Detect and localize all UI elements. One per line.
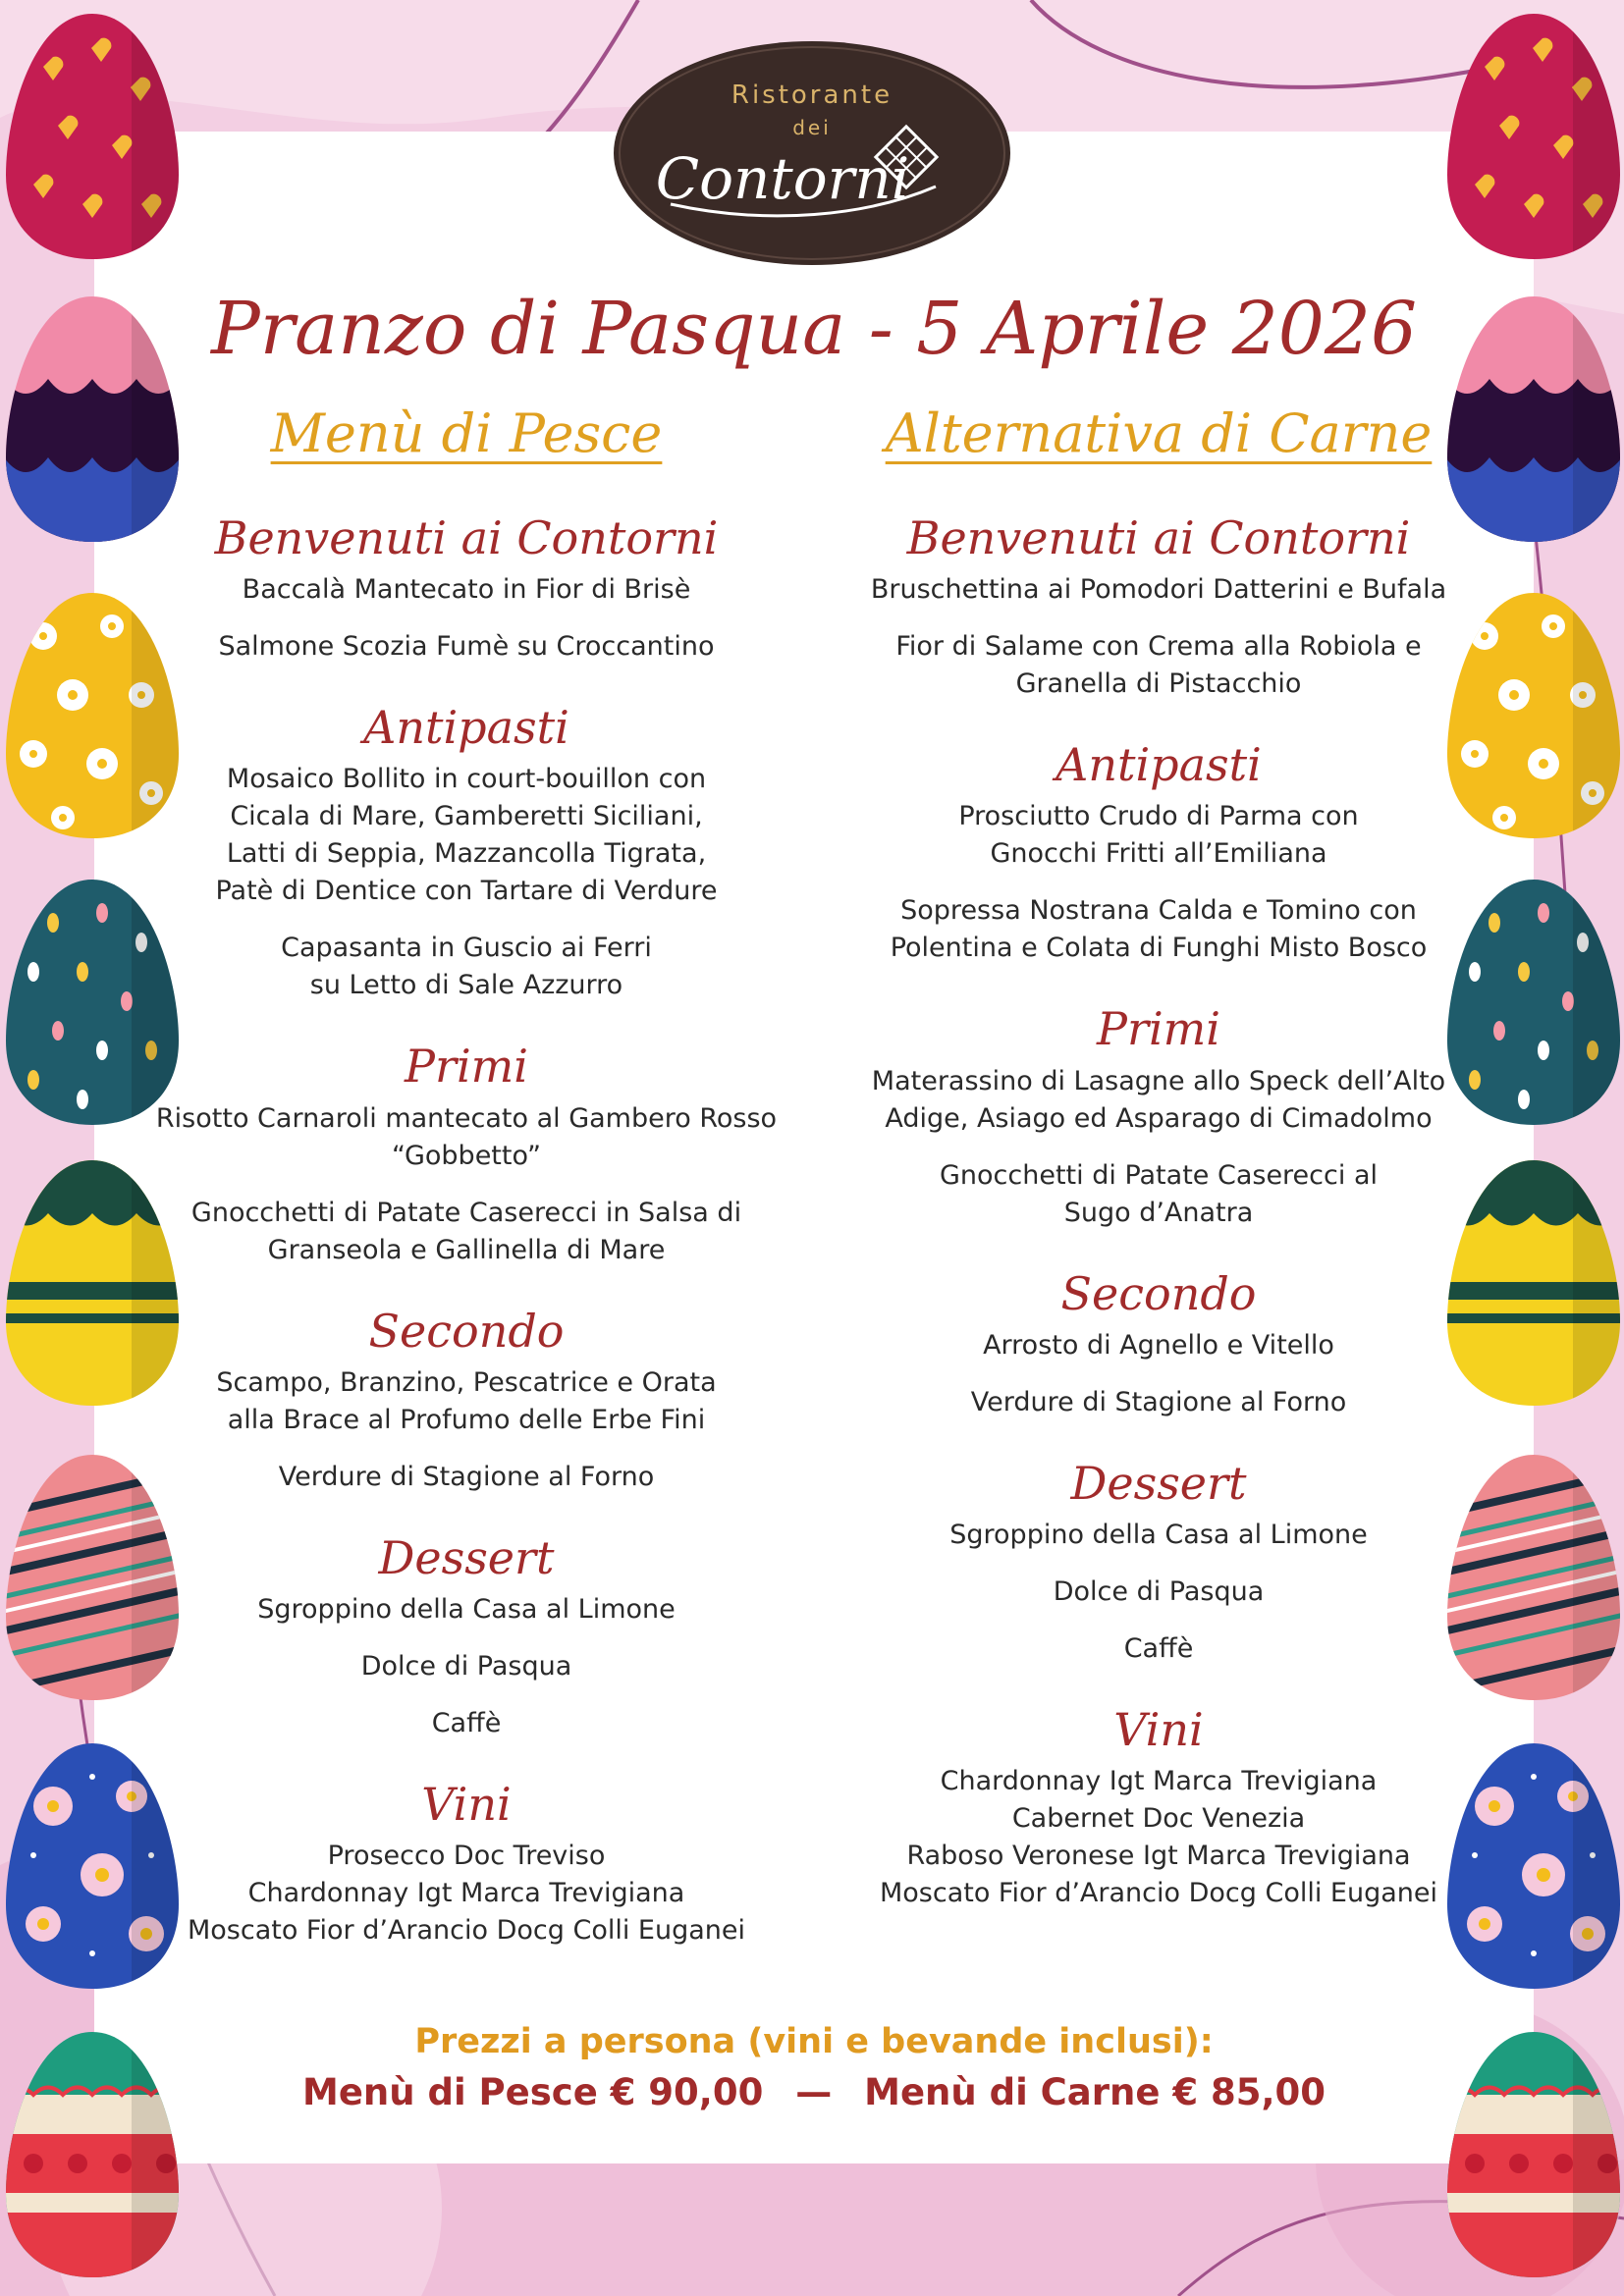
dish-item: Arrosto di Agnello e Vitello [983, 1329, 1334, 1361]
prices-block [94, 2022, 1534, 2113]
menu-section [825, 1267, 1492, 1421]
section-title: Primi [1097, 1002, 1220, 1056]
menu-section [134, 1531, 799, 1742]
menu-title: Menù di Pesce [270, 402, 663, 464]
price-fish: Menù di Pesce € 90,00 [302, 2071, 764, 2113]
egg-hearts-right-icon [1445, 8, 1622, 263]
section-title: Antipasti [1056, 738, 1262, 792]
restaurant-logo [612, 39, 1012, 267]
dish-item: Gnocchetti di Patate Caserecci al Sugo d’Anatra [940, 1159, 1378, 1228]
section-title: Dessert [1070, 1456, 1247, 1510]
section-title: Primi [405, 1040, 528, 1094]
dish-item: Sgroppino della Casa al Limone [257, 1593, 676, 1625]
menu-section [825, 738, 1492, 967]
dish-item: Fior di Salame con Crema alla Robiola e Granella di Pistacchio [895, 631, 1422, 700]
dish-item: Bruschettina ai Pomodori Datterini e Bufala [870, 574, 1447, 606]
logo-contorni: Contorni [655, 145, 910, 212]
dish-item: Capasanta in Guscio ai Ferri su Letto di Sale Azzurro [281, 933, 652, 1001]
dish-item: Verdure di Stagione al Forno [278, 1461, 655, 1492]
section-title: Secondo [368, 1304, 565, 1358]
menu-section [134, 1305, 799, 1496]
dish-item: Sgroppino della Casa al Limone [949, 1519, 1368, 1550]
menu-section [825, 1002, 1492, 1231]
dish-item: Salmone Scozia Fumè su Croccantino [218, 631, 715, 663]
section-title: Vini [421, 1777, 512, 1831]
price-meat: Menù di Carne € 85,00 [864, 2071, 1326, 2113]
menu-section [825, 1703, 1492, 1912]
wine-item: Prosecco Doc Treviso [327, 1841, 606, 1872]
section-title: Benvenuti ai Contorni [906, 511, 1411, 564]
menu-section [825, 1457, 1492, 1668]
dish-item: Sopressa Nostrana Calda e Tomino con Polentina e Colata di Funghi Misto Bosco [890, 895, 1428, 964]
prices-line [94, 2071, 1534, 2113]
dish-item: Verdure di Stagione al Forno [970, 1386, 1347, 1417]
dish-item: Gnocchetti di Patate Caserecci in Salsa di Granseola e Gallinella di Mare [190, 1197, 742, 1265]
egg-hearts-left-icon [4, 8, 181, 263]
wine-item: Chardonnay Igt Marca Trevigiana [247, 1878, 685, 1909]
price-separator: — [795, 2071, 833, 2113]
logo-ristorante: Ristorante [731, 80, 893, 110]
wine-item: Moscato Fior d’Arancio Docg Colli Euganei [879, 1878, 1438, 1909]
page-title: Pranzo di Pasqua - 5 Aprile 2026 [210, 287, 1418, 371]
wine-item: Raboso Veronese Igt Marca Trevigiana [906, 1841, 1411, 1872]
fish-menu-column [134, 402, 799, 1985]
section-title: Dessert [378, 1530, 555, 1584]
section-title: Secondo [1060, 1266, 1257, 1320]
dish-item: Scampo, Branzino, Pescatrice e Orata alla Brace al Profumo delle Erbe Fini [216, 1366, 717, 1435]
dish-item: Dolce di Pasqua [1053, 1575, 1265, 1607]
dish-item: Caffè [431, 1707, 502, 1738]
dish-item: Dolce di Pasqua [360, 1650, 572, 1682]
wine-item: Moscato Fior d’Arancio Docg Colli Euganei [187, 1915, 746, 1947]
dish-item: Materassino di Lasagne allo Speck dell’Alto Adige, Asiago ed Asparago di Cimadolmo [871, 1065, 1446, 1134]
section-title: Vini [1113, 1702, 1204, 1756]
dish-item: Baccalà Mantecato in Fior di Brisè [242, 574, 691, 606]
menu-section [134, 1778, 799, 1949]
prices-heading: Prezzi a persona (vini e bevande inclusi): [414, 2022, 1214, 2061]
dish-item: Risotto Carnaroli mantecato al Gambero Rosso “Gobbetto” [155, 1102, 778, 1171]
menu-title: Alternativa di Carne [885, 402, 1433, 464]
dish-item: Mosaico Bollito in court-bouillon con Cicala di Mare, Gamberetti Siciliani, Latti di Seppia, Mazzancolla Tigrata, Patè di Dentice con Tartare di Verdure [215, 764, 718, 907]
meat-menu-column [825, 402, 1492, 1948]
section-title: Benvenuti ai Contorni [214, 511, 719, 564]
wine-item: Chardonnay Igt Marca Trevigiana [940, 1766, 1378, 1797]
menu-section [825, 511, 1492, 703]
menu-section [134, 511, 799, 666]
section-title: Antipasti [363, 701, 569, 755]
dish-item: Prosciutto Crudo di Parma con Gnocchi Fritti all’Emiliana [958, 801, 1359, 870]
dish-item: Caffè [1123, 1632, 1194, 1664]
menu-section [134, 701, 799, 1004]
logo-dei: dei [792, 116, 832, 139]
wine-item: Cabernet Doc Venezia [1011, 1803, 1306, 1835]
menu-section [134, 1040, 799, 1268]
